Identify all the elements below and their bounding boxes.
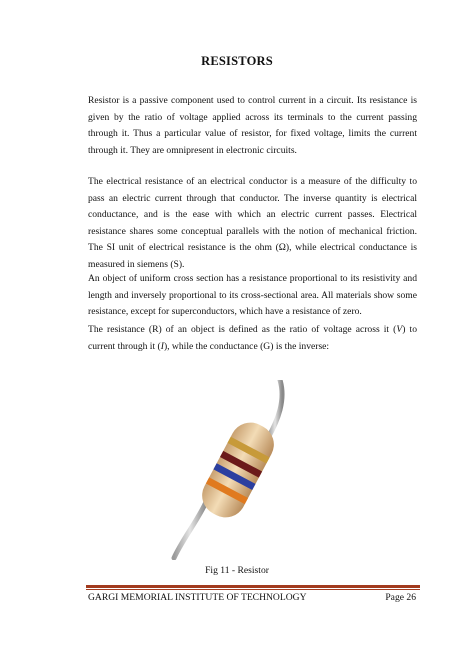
resistor-body-shape <box>195 416 281 525</box>
figure-caption: Fig 11 - Resistor <box>205 565 269 576</box>
text-run: ), while the conductance (G) is the inverse: <box>163 340 330 352</box>
symbol-voltage: V <box>396 324 403 335</box>
resistor-body <box>195 416 281 525</box>
footer-rule <box>86 585 420 588</box>
paragraph-electrical-resistance: The electrical resistance of an electrical conductor is a measure of the difficulty to pass an electric current through that conductor. The inverse quantity is electrical conductance, and is the ease with which an electric current passes. Electrical resistance shares some conceptual parallels with the notion of mechanical friction. The SI unit of electrical resistance is the ohm (Ω), while electrical conductance is measured in siemens (S). <box>88 176 417 270</box>
page-title: RESISTORS <box>201 54 273 68</box>
resistor-photo <box>160 380 320 560</box>
paragraph-uniform-cross-section: An object of uniform cross section has a resistance proportional to its resistivity and length and inversely proportional to its cross-sectional area. All materials show some resistance, except for superconductors, which have a resistance of zero. <box>88 273 417 317</box>
paragraph-resistor-definition: Resistor is a passive component used to control current in a circuit. Its resistance is given by the ratio of voltage applied across its terminals to the current passing through it. Thus a particular value of resistor, for fixed voltage, limits the current through it. They are omnipresent in electronic circuits. <box>88 95 417 156</box>
paragraph-resistance-definition <box>88 322 417 355</box>
lead-top <box>268 380 282 438</box>
lead-bottom <box>174 502 206 558</box>
footer-rule-thin <box>86 589 420 590</box>
resistor-illustration <box>160 380 320 560</box>
symbol-current: I <box>160 340 164 352</box>
text-run: The resistance (R) of an object is defined as the ratio of voltage across it ( <box>88 324 397 335</box>
footer-institution: GARGI MEMORIAL INSTITUTE OF TECHNOLOGY <box>88 592 307 603</box>
text-run: ) to current through it ( <box>88 324 417 352</box>
footer-page-number: Page 26 <box>385 592 416 603</box>
